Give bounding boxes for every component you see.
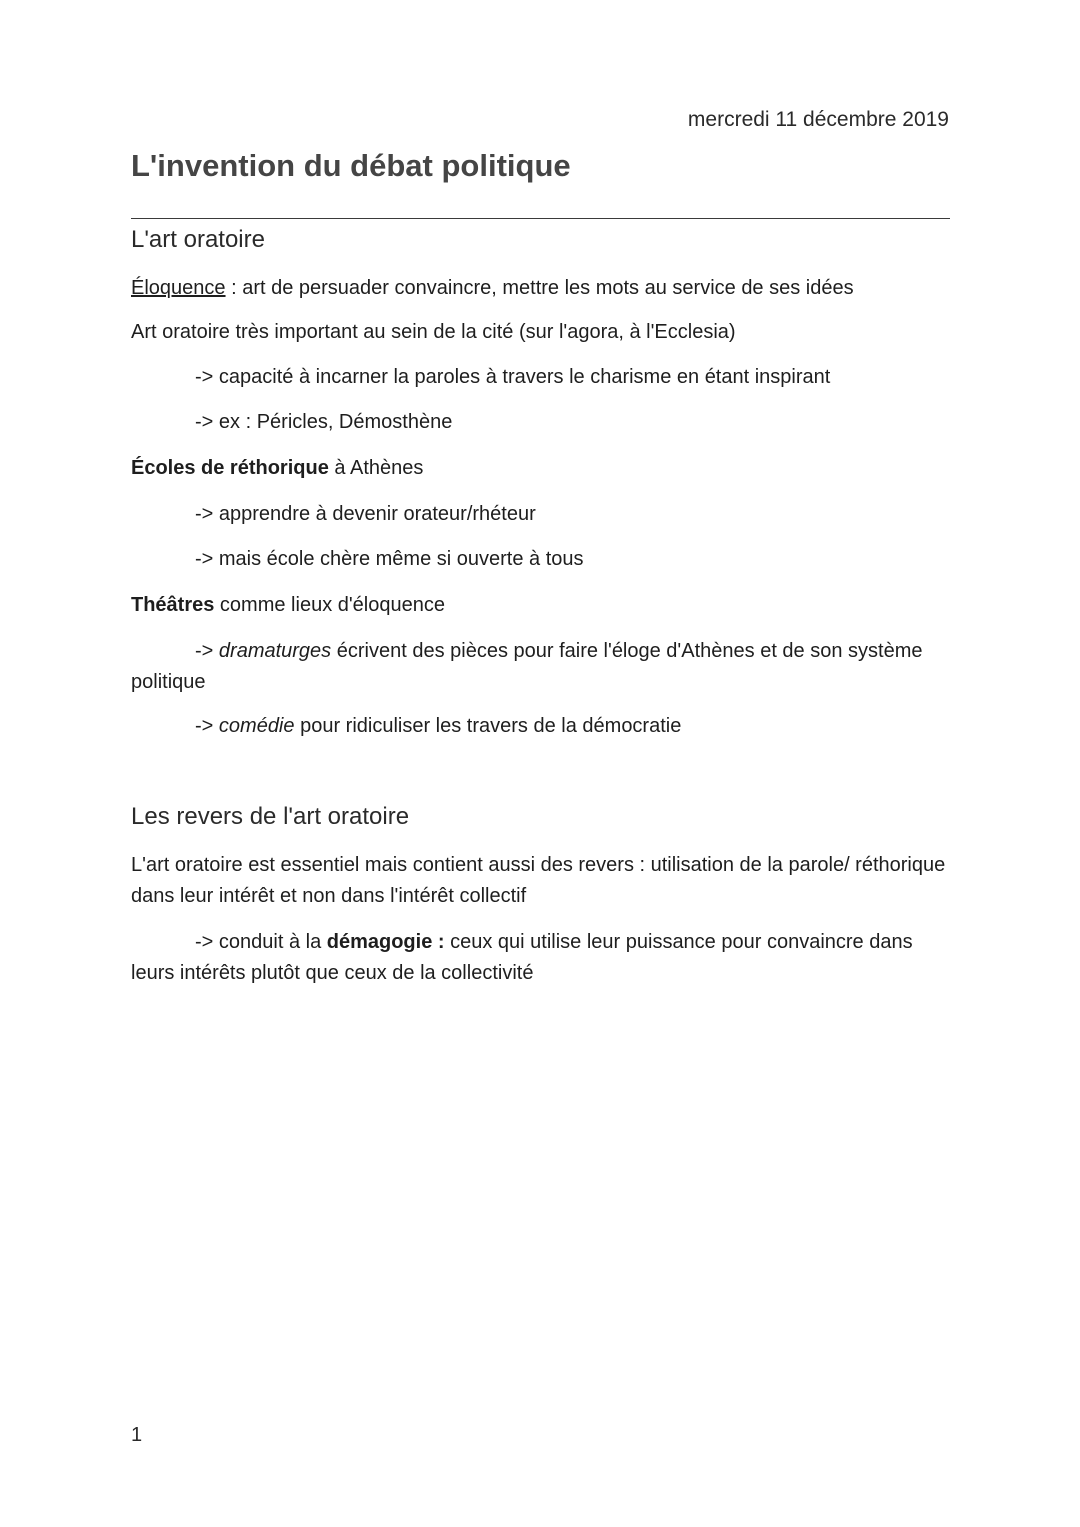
paragraph-exemples: -> ex : Péricles, Démosthène bbox=[195, 411, 453, 433]
paragraph-text: à Athènes bbox=[328, 457, 424, 479]
paragraph-apprendre: -> apprendre à devenir orateur/rhéteur bbox=[195, 503, 536, 525]
paragraph-text: ceux qui utilise leur puissance pour convaincre dans leurs intérêts plutôt que ceux de la collectivité bbox=[131, 931, 913, 984]
title-divider bbox=[131, 218, 950, 219]
page-number: 1 bbox=[131, 1424, 143, 1446]
arrow-prefix: -> conduit à la bbox=[195, 931, 327, 953]
term-eloquence: Éloquence bbox=[131, 277, 226, 299]
paragraph-demagogie bbox=[131, 927, 946, 989]
paragraph-capacite: -> capacité à incarner la paroles à travers le charisme en étant inspirant bbox=[195, 366, 831, 388]
paragraph-revers: L'art oratoire est essentiel mais contient aussi des revers : utilisation de la parole/ réthorique dans leur intérêt et non dans l'intérêt collectif bbox=[131, 854, 946, 907]
section-heading-revers: Les revers de l'art oratoire bbox=[131, 803, 410, 830]
paragraph-ecoles bbox=[131, 453, 946, 484]
paragraph-dramaturges bbox=[131, 636, 946, 698]
page-title: L'invention du débat politique bbox=[131, 148, 571, 183]
term-dramaturges: dramaturges bbox=[218, 640, 332, 662]
paragraph-text: écrivent des pièces pour faire l'éloge d'Athènes et de son système politique bbox=[131, 640, 923, 693]
term-demagogie: démagogie : bbox=[326, 931, 445, 953]
arrow-prefix: -> bbox=[195, 640, 219, 662]
arrow-prefix: -> bbox=[195, 715, 219, 737]
term-ecoles-rethorique: Écoles de réthorique bbox=[131, 457, 329, 479]
paragraph-text: pour ridiculiser les travers de la démocratie bbox=[294, 715, 682, 737]
paragraph-art-oratoire-cite: Art oratoire très important au sein de la cité (sur l'agora, à l'Ecclesia) bbox=[131, 321, 736, 343]
paragraph-ecole-chere: -> mais école chère même si ouverte à tous bbox=[195, 548, 584, 570]
paragraph-text: comme lieux d'éloquence bbox=[214, 594, 445, 616]
term-comedie: comédie bbox=[218, 715, 295, 737]
paragraph-comedie bbox=[131, 711, 946, 742]
paragraph-eloquence bbox=[131, 273, 946, 304]
term-theatres: Théâtres bbox=[131, 594, 215, 616]
document-date: mercredi 11 décembre 2019 bbox=[687, 108, 949, 131]
section-heading-art-oratoire: L'art oratoire bbox=[131, 226, 265, 253]
paragraph-text: : art de persuader convaincre, mettre les mots au service de ses idées bbox=[225, 277, 854, 299]
paragraph-theatres bbox=[131, 590, 946, 621]
